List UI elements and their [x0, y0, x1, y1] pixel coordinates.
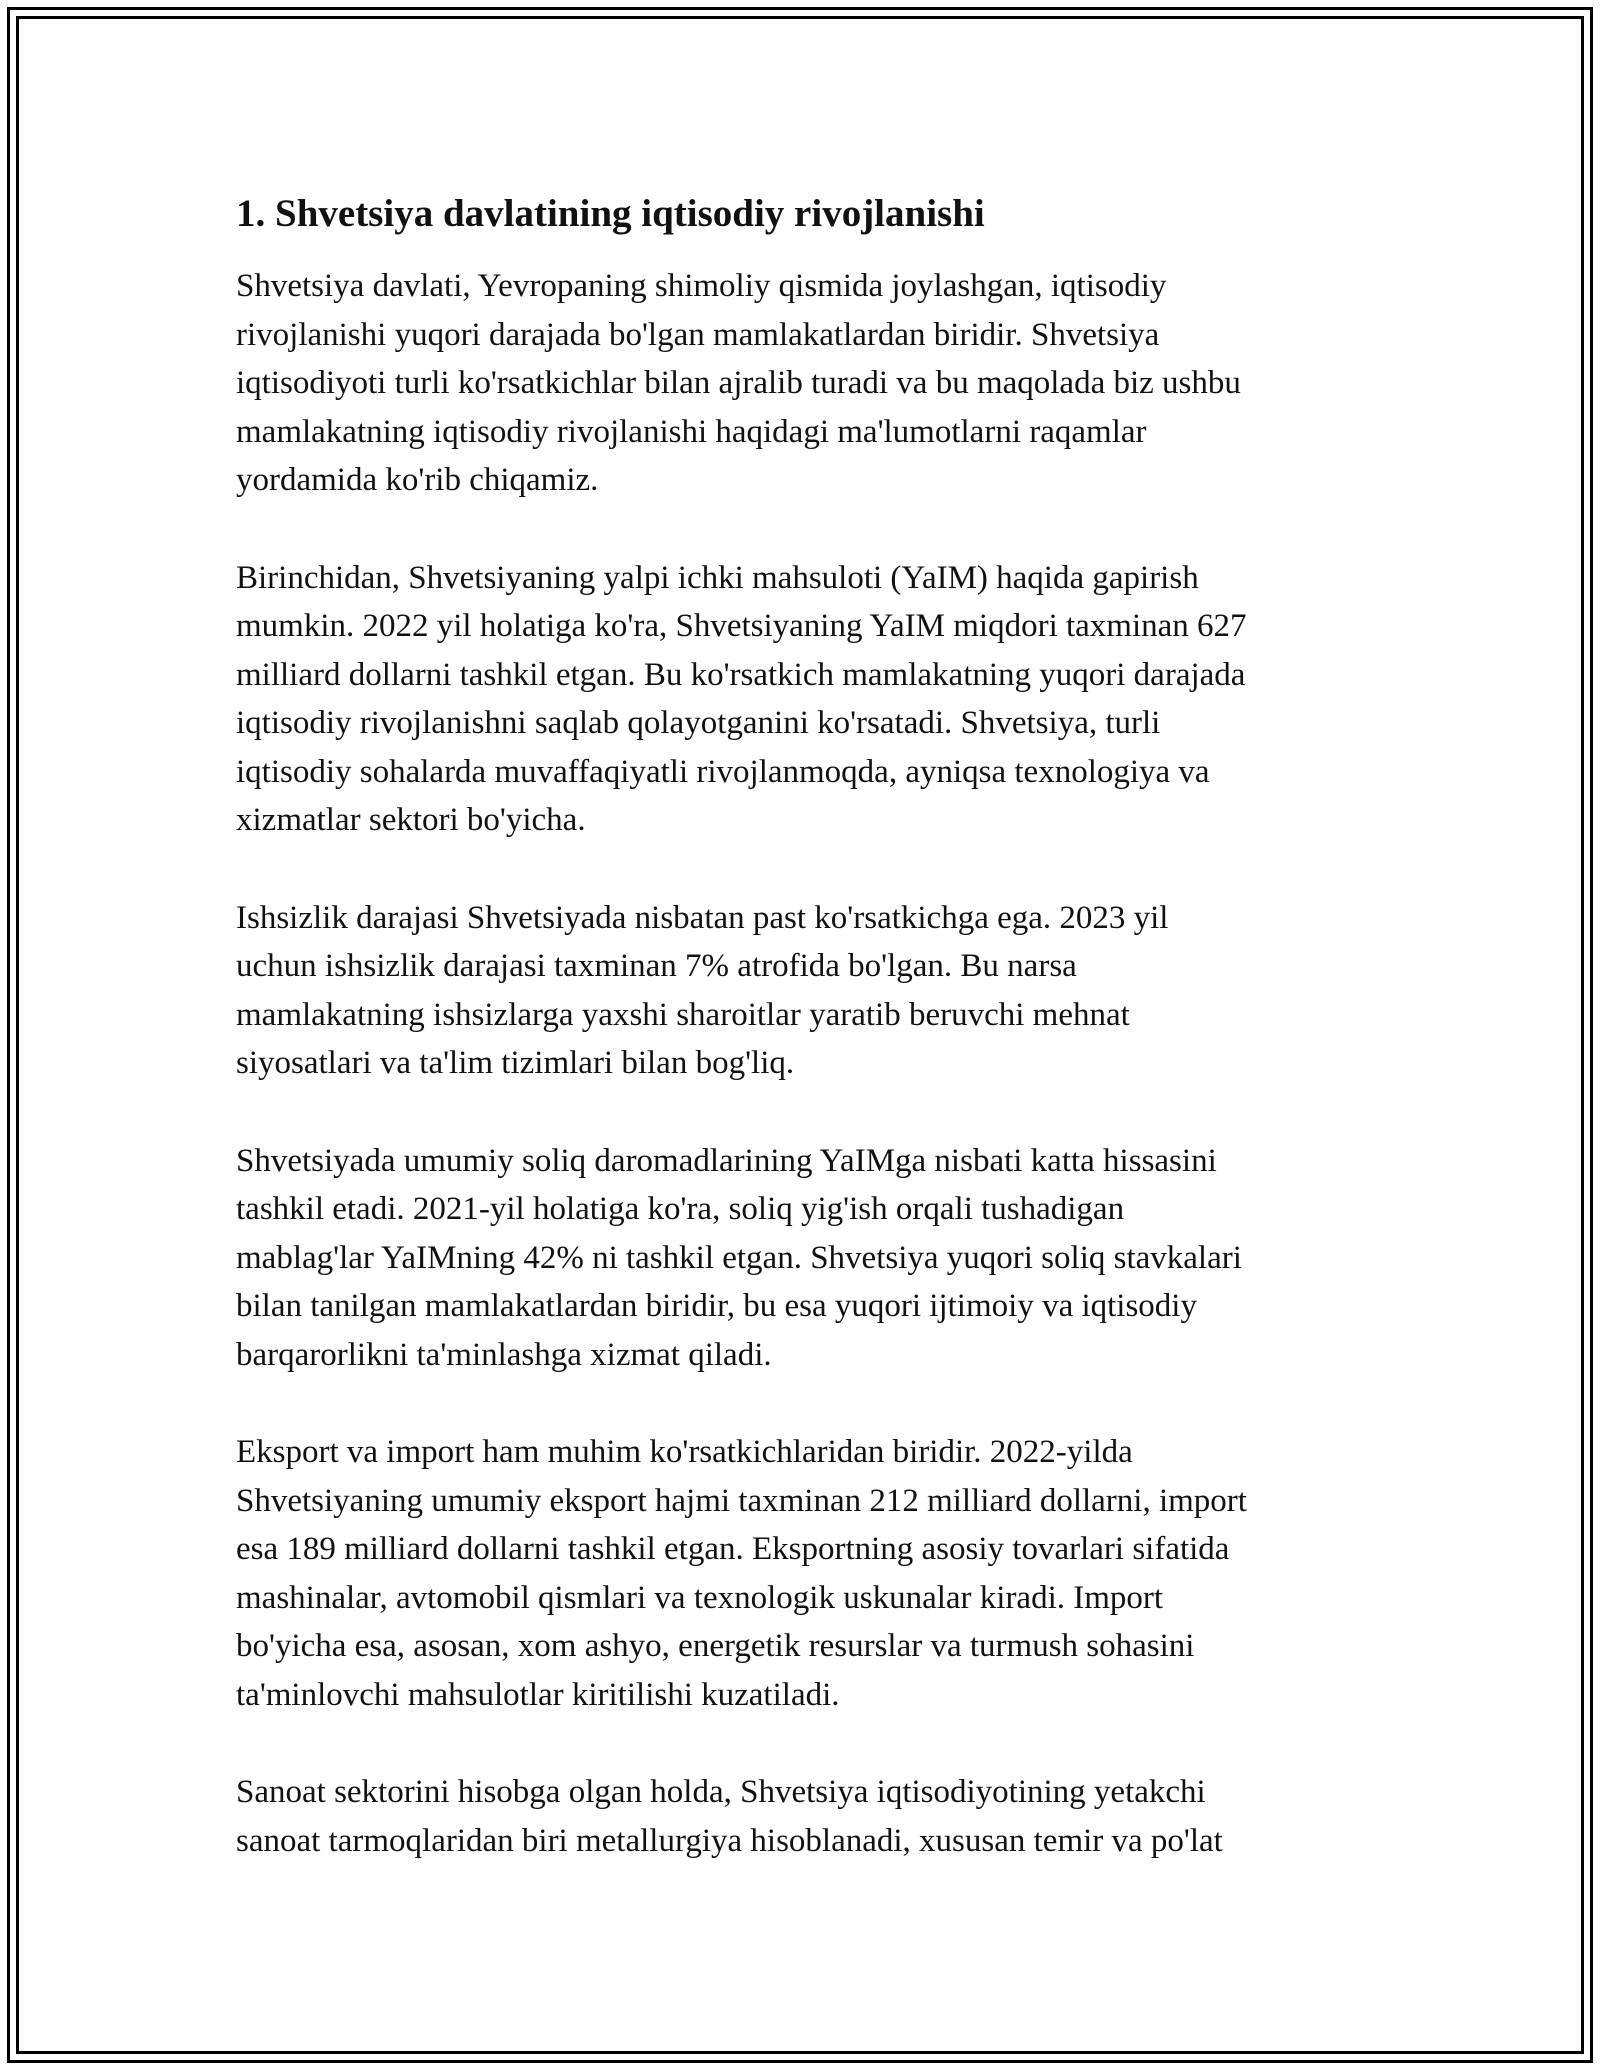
paragraph-gdp: [236, 554, 1376, 845]
text-line: mumkin. 2022 yil holatiga ko'ra, Shvetsiyaning YaIM miqdori taxminan 627: [236, 608, 1247, 644]
text-line: Shvetsiyaning umumiy eksport hajmi taxminan 212 milliard dollarni, import: [236, 1482, 1247, 1519]
text-line: Shvetsiya davlati, Yevropaning shimoliy qismida joylashgan, iqtisodiy: [236, 268, 1167, 304]
paragraph-intro: [236, 262, 1376, 505]
section-heading: 1. Shvetsiya davlatining iqtisodiy rivojlanishi: [236, 192, 985, 235]
paragraph-unemployment: [236, 894, 1376, 1088]
text-line: mamlakatning ishsizlarga yaxshi sharoitlar yaratib beruvchi mehnat: [236, 996, 1130, 1033]
text-line: rivojlanishi yuqori darajada bo'lgan mamlakatlardan biridir. Shvetsiya: [236, 316, 1160, 353]
text-line: milliard dollarni tashkil etgan. Bu ko'rsatkich mamlakatning yuqori darajada: [236, 656, 1246, 693]
text-line: xizmatlar sektori bo'yicha.: [236, 802, 586, 838]
paragraph-taxes: [236, 1137, 1376, 1380]
text-line: uchun ishsizlik darajasi taxminan 7% atrofida bo'lgan. Bu narsa: [236, 948, 1077, 984]
text-line: siyosatlari va ta'lim tizimlari bilan bog'liq.: [236, 1045, 795, 1081]
text-line: iqtisodiy sohalarda muvaffaqiyatli rivojlanmoqda, ayniqsa texnologiya va: [236, 753, 1210, 790]
text-line: mablag'lar YaIMning 42% ni tashkil etgan. Shvetsiya yuqori soliq stavkalari: [236, 1239, 1242, 1276]
document-body: [236, 188, 1376, 1914]
text-line: Ishsizlik darajasi Shvetsiyada nisbatan past ko'rsatkichga ega. 2023 yil: [236, 899, 1169, 936]
text-line: barqarorlikni ta'minlashga xizmat qiladi.: [236, 1336, 772, 1373]
text-line: Sanoat sektorini hisobga olgan holda, Shvetsiya iqtisodiyotining yetakchi: [236, 1774, 1206, 1810]
paragraph-trade: [236, 1428, 1376, 1719]
text-line: iqtisodiyoti turli ko'rsatkichlar bilan ajralib turadi va bu maqolada biz ushbu: [236, 365, 1241, 401]
text-line: sanoat tarmoqlaridan biri metallurgiya hisoblanadi, xususan temir va po'lat: [236, 1822, 1223, 1859]
text-line: mashinalar, avtomobil qismlari va texnologik uskunalar kiradi. Import: [236, 1579, 1164, 1616]
text-line: Eksport va import ham muhim ko'rsatkichlaridan biridir. 2022-yilda: [236, 1434, 1133, 1470]
text-line: esa 189 milliard dollarni tashkil etgan. Eksportning asosiy tovarlari sifatida: [236, 1531, 1230, 1567]
text-line: Birinchidan, Shvetsiyaning yalpi ichki mahsuloti (YaIM) haqida gapirish: [236, 559, 1199, 596]
text-line: iqtisodiy rivojlanishni saqlab qolayotganini ko'rsatadi. Shvetsiya, turli: [236, 705, 1161, 741]
text-line: Shvetsiyada umumiy soliq daromadlarining YaIMga nisbati katta hissasini: [236, 1142, 1217, 1179]
paragraph-industry: [236, 1768, 1376, 1865]
text-line: bilan tanilgan mamlakatlardan biridir, bu esa yuqori ijtimoiy va iqtisodiy: [236, 1288, 1197, 1324]
text-line: bo'yicha esa, asosan, xom ashyo, energetik resurslar va turmush sohasini: [236, 1628, 1195, 1664]
text-line: yordamida ko'rib chiqamiz.: [236, 462, 599, 498]
text-line: ta'minlovchi mahsulotlar kiritilishi kuzatiladi.: [236, 1676, 840, 1713]
text-line: tashkil etadi. 2021-yil holatiga ko'ra, soliq yig'ish orqali tushadigan: [236, 1191, 1125, 1227]
text-line: mamlakatning iqtisodiy rivojlanishi haqidagi ma'lumotlarni raqamlar: [236, 413, 1147, 450]
